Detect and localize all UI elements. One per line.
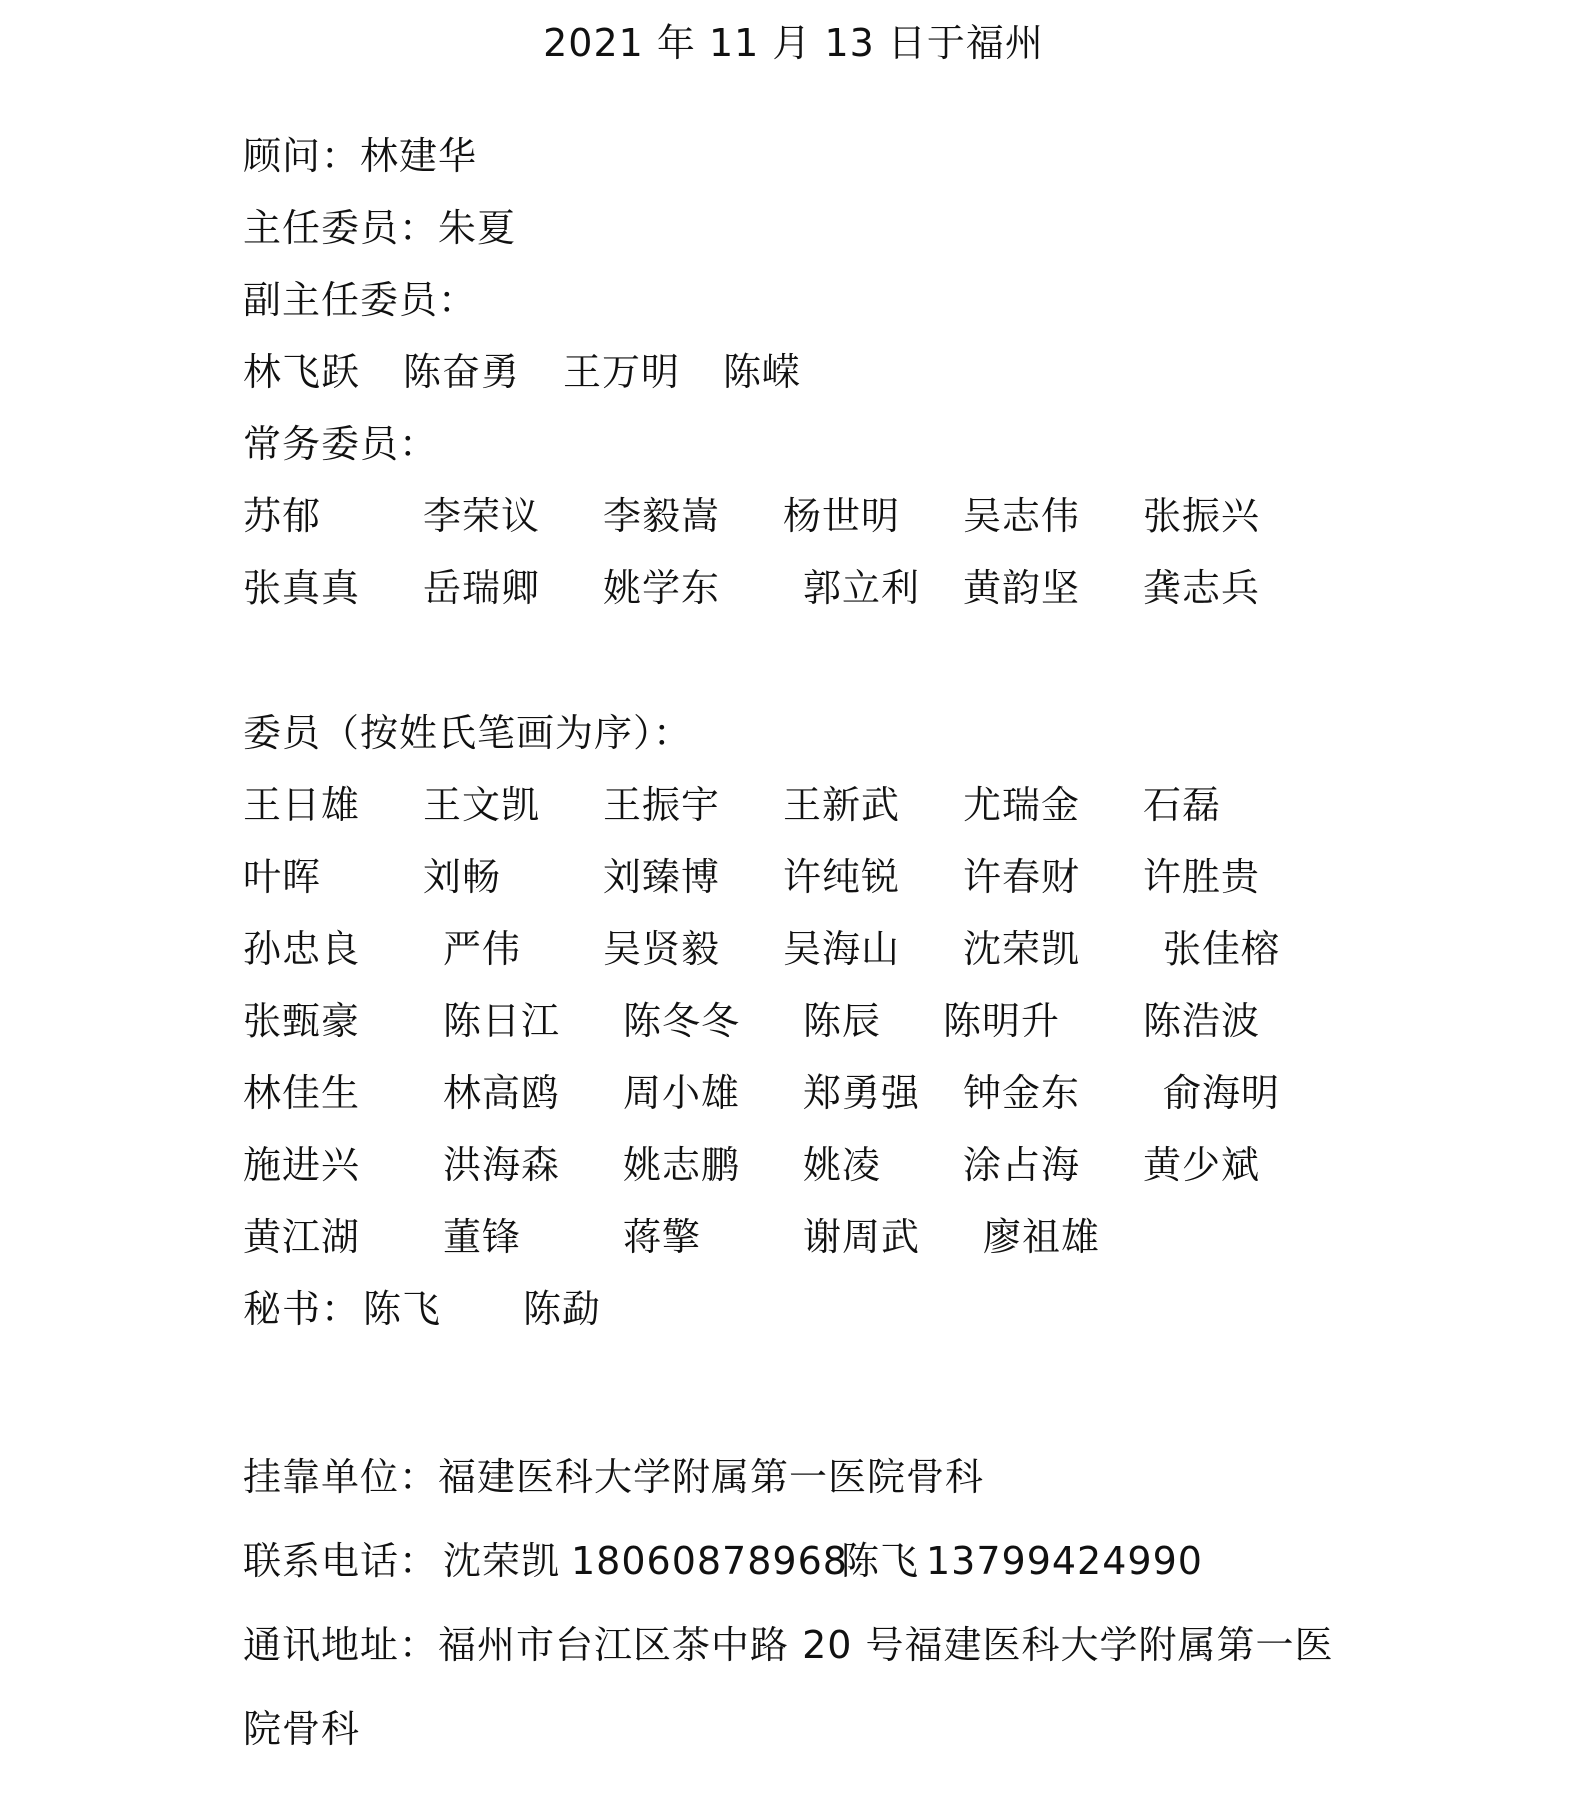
- member-name: 王振宇: [603, 783, 721, 827]
- member-name: 吴贤毅: [603, 927, 721, 971]
- member-name: 许纯锐: [783, 855, 901, 899]
- phone-contact-name: 陈飞: [841, 1539, 920, 1583]
- member-name: 施进兴: [243, 1143, 361, 1187]
- members-label-suffix: ：: [653, 711, 693, 755]
- secretary-name: 陈飞: [363, 1287, 442, 1331]
- member-name: 钟金东: [963, 1071, 1081, 1115]
- member-name: 刘畅: [423, 855, 502, 899]
- member-name: 吴海山: [783, 927, 901, 971]
- member-name: 蒋擎: [623, 1215, 702, 1259]
- standing-member: 苏郁: [243, 494, 322, 538]
- member-name: 黄少斌: [1143, 1143, 1261, 1187]
- member-name: 张甄豪: [243, 999, 361, 1043]
- members-label: [243, 710, 692, 756]
- member-name: 俞海明: [1163, 1071, 1281, 1115]
- member-name: 陈明升: [943, 999, 1061, 1043]
- member-name: 陈辰: [803, 999, 882, 1043]
- standing-member: 张真真: [243, 566, 361, 610]
- member-name: 姚凌: [803, 1143, 882, 1187]
- members-label-prefix: 委员: [243, 711, 322, 755]
- member-name: 严伟: [443, 927, 522, 971]
- member-name: 刘臻博: [603, 855, 721, 899]
- phone-contact-name: 沈荣凯: [443, 1539, 561, 1583]
- member-name: 郑勇强: [803, 1071, 921, 1115]
- standing-member: 李毅嵩: [603, 494, 721, 538]
- member-name: 廖祖雄: [983, 1215, 1101, 1259]
- member-name: 陈浩波: [1143, 999, 1261, 1043]
- standing-member: 姚学东: [603, 566, 721, 610]
- address-line-2: 院骨科: [243, 1707, 361, 1751]
- phone-number: 13799424990: [926, 1539, 1203, 1583]
- member-name: 董锋: [443, 1215, 522, 1259]
- member-name: 许胜贵: [1143, 855, 1261, 899]
- standing-label: 常务委员：: [243, 422, 439, 466]
- host-unit: 挂靠单位：福建医科大学附属第一医院骨科: [243, 1455, 985, 1499]
- member-name: 沈荣凯: [963, 927, 1081, 971]
- standing-member: 李荣议: [423, 494, 541, 538]
- member-name: 林佳生: [243, 1071, 361, 1115]
- phone-number: 18060878968: [571, 1539, 848, 1583]
- member-name: 涂占海: [963, 1143, 1081, 1187]
- standing-member: 龚志兵: [1143, 566, 1261, 610]
- standing-member: 郭立利: [803, 566, 921, 610]
- member-name: 谢周武: [803, 1215, 921, 1259]
- vice-chair-name: 王万明: [563, 350, 681, 394]
- standing-member: 杨世明: [783, 494, 901, 538]
- secretary-label: 秘书：: [243, 1287, 361, 1331]
- member-name: 许春财: [963, 855, 1081, 899]
- members-label-note: （按姓氏笔画为序）: [321, 711, 654, 755]
- member-name: 洪海森: [443, 1143, 561, 1187]
- member-name: 林高鸥: [443, 1071, 561, 1115]
- member-name: 王文凯: [423, 783, 541, 827]
- member-name: 陈冬冬: [623, 999, 741, 1043]
- address-line-1: 通讯地址：福州市台江区茶中路 20 号福建医科大学附属第一医: [243, 1623, 1334, 1667]
- advisor-line: 顾问：林建华: [243, 134, 478, 178]
- vice-chair-name: 陈嵘: [723, 350, 802, 394]
- standing-member: 岳瑞卿: [423, 566, 541, 610]
- member-name: 孙忠良: [243, 927, 361, 971]
- phone-label: 联系电话：: [243, 1539, 439, 1583]
- member-name: 周小雄: [623, 1071, 741, 1115]
- vice-chair-name: 林飞跃: [243, 350, 361, 394]
- standing-member: 张振兴: [1143, 494, 1261, 538]
- vice-chair-name: 陈奋勇: [403, 350, 521, 394]
- member-name: 王新武: [783, 783, 901, 827]
- chair-line: 主任委员：朱夏: [243, 206, 517, 250]
- member-name: 陈日江: [443, 999, 561, 1043]
- standing-member: 吴志伟: [963, 494, 1081, 538]
- vice-chair-label: 副主任委员：: [243, 278, 478, 322]
- member-name: 王日雄: [243, 783, 361, 827]
- date-place: 2021 年 11 月 13 日于福州: [543, 21, 1044, 65]
- standing-member: 黄韵坚: [963, 566, 1081, 610]
- member-name: 叶晖: [243, 855, 322, 899]
- member-name: 石磊: [1143, 783, 1222, 827]
- member-name: 姚志鹏: [623, 1143, 741, 1187]
- secretary-name: 陈勐: [523, 1287, 602, 1331]
- member-name: 张佳榕: [1163, 927, 1281, 971]
- member-name: 黄江湖: [243, 1215, 361, 1259]
- member-name: 尤瑞金: [963, 783, 1081, 827]
